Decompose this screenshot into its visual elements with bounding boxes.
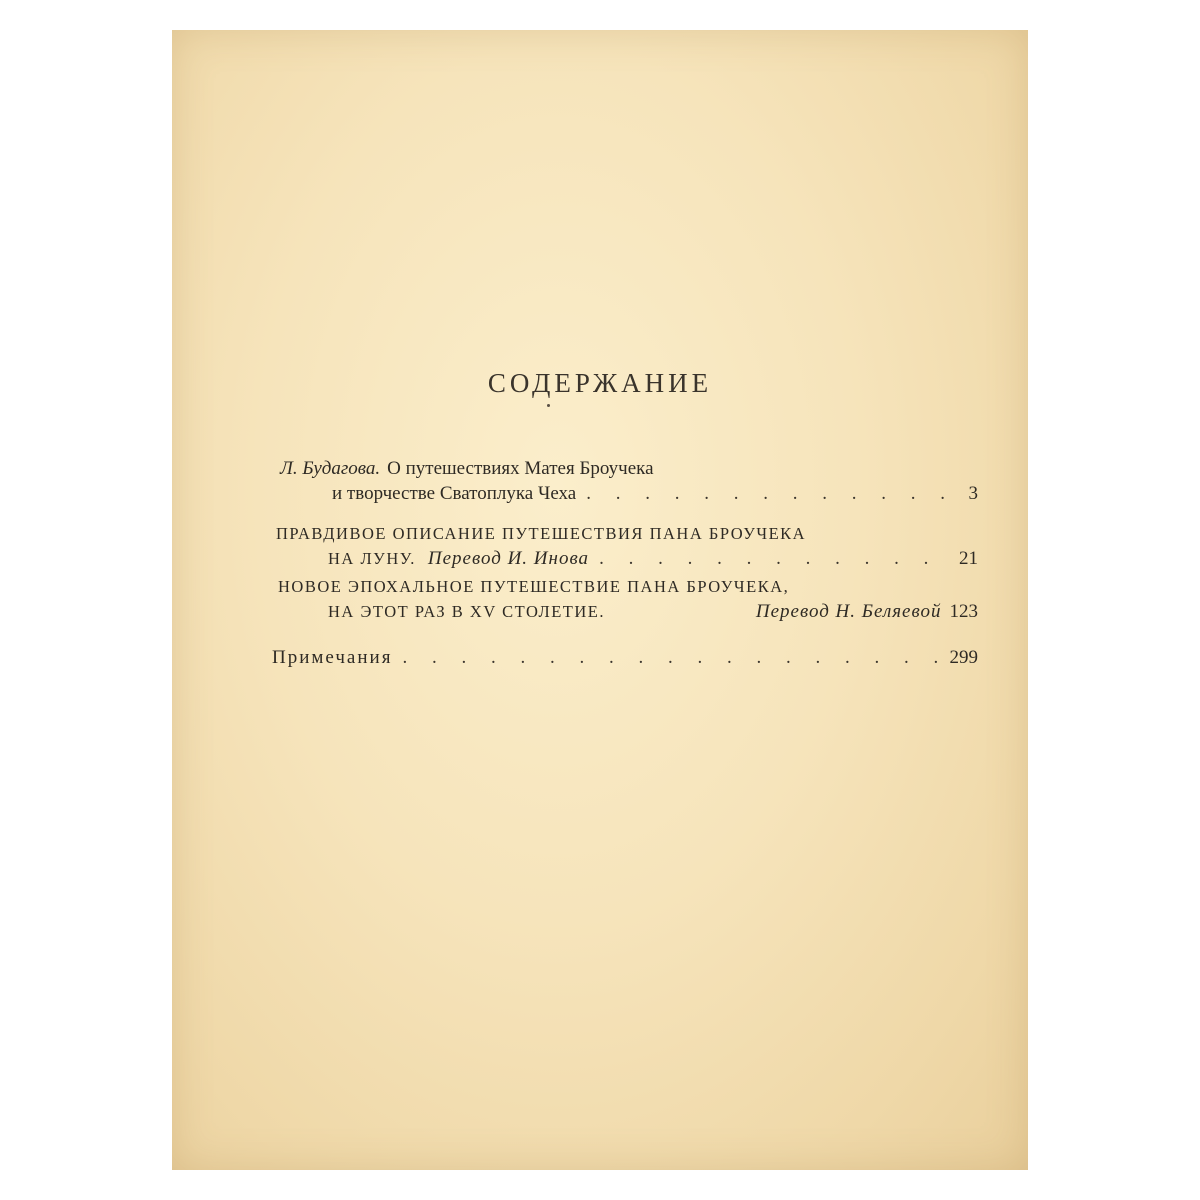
toc-entry-4 [272, 646, 978, 670]
page-title: СОДЕРЖАНИЕ [487, 368, 713, 398]
toc-entry-page-number: 3 [968, 483, 978, 504]
ink-speck [547, 404, 550, 407]
toc-entry-title-continued: и творчестве Сватоплука Чеха [332, 483, 577, 504]
toc-entry-1-line-1 [280, 457, 654, 481]
toc-entry-3-line-2 [328, 600, 978, 624]
toc-entry-translator: Перевод И. Инова [427, 548, 590, 569]
toc-entry-author: Л. Будагова. [280, 458, 381, 479]
toc-entry-title: ПРАВДИВОЕ ОПИСАНИЕ ПУТЕШЕСТВИЯ ПАНА БРОУЧЕКА [276, 524, 807, 543]
toc-entry-title-continued: НА ЭТОТ РАЗ В XV СТОЛЕТИЕ. [328, 602, 606, 621]
toc-entry-3-line-1 [278, 575, 789, 599]
toc-entry-translator: Перевод Н. Беляевой [755, 601, 942, 622]
toc-entry-1-line-2 [332, 482, 978, 506]
dot-leader [586, 482, 962, 506]
toc-entry-title: Примечания [272, 647, 393, 668]
dot-leader [402, 646, 943, 670]
dot-leader [599, 547, 953, 571]
toc-entry-2-line-1 [276, 522, 806, 546]
toc-entry-title: О путешествиях Матея Броучека [387, 458, 654, 479]
toc-entry-page-number: 21 [959, 548, 978, 569]
toc-entry-2-line-2 [328, 547, 978, 571]
toc-entry-title-continued: НА ЛУНУ. [328, 549, 416, 568]
toc-entry-title: НОВОЕ ЭПОХАЛЬНОЕ ПУТЕШЕСТВИЕ ПАНА БРОУЧЕКА, [278, 577, 790, 596]
toc-entry-page-number: 299 [949, 647, 978, 668]
book-page [172, 30, 1028, 1170]
toc-entry-page-number: 123 [949, 601, 978, 622]
